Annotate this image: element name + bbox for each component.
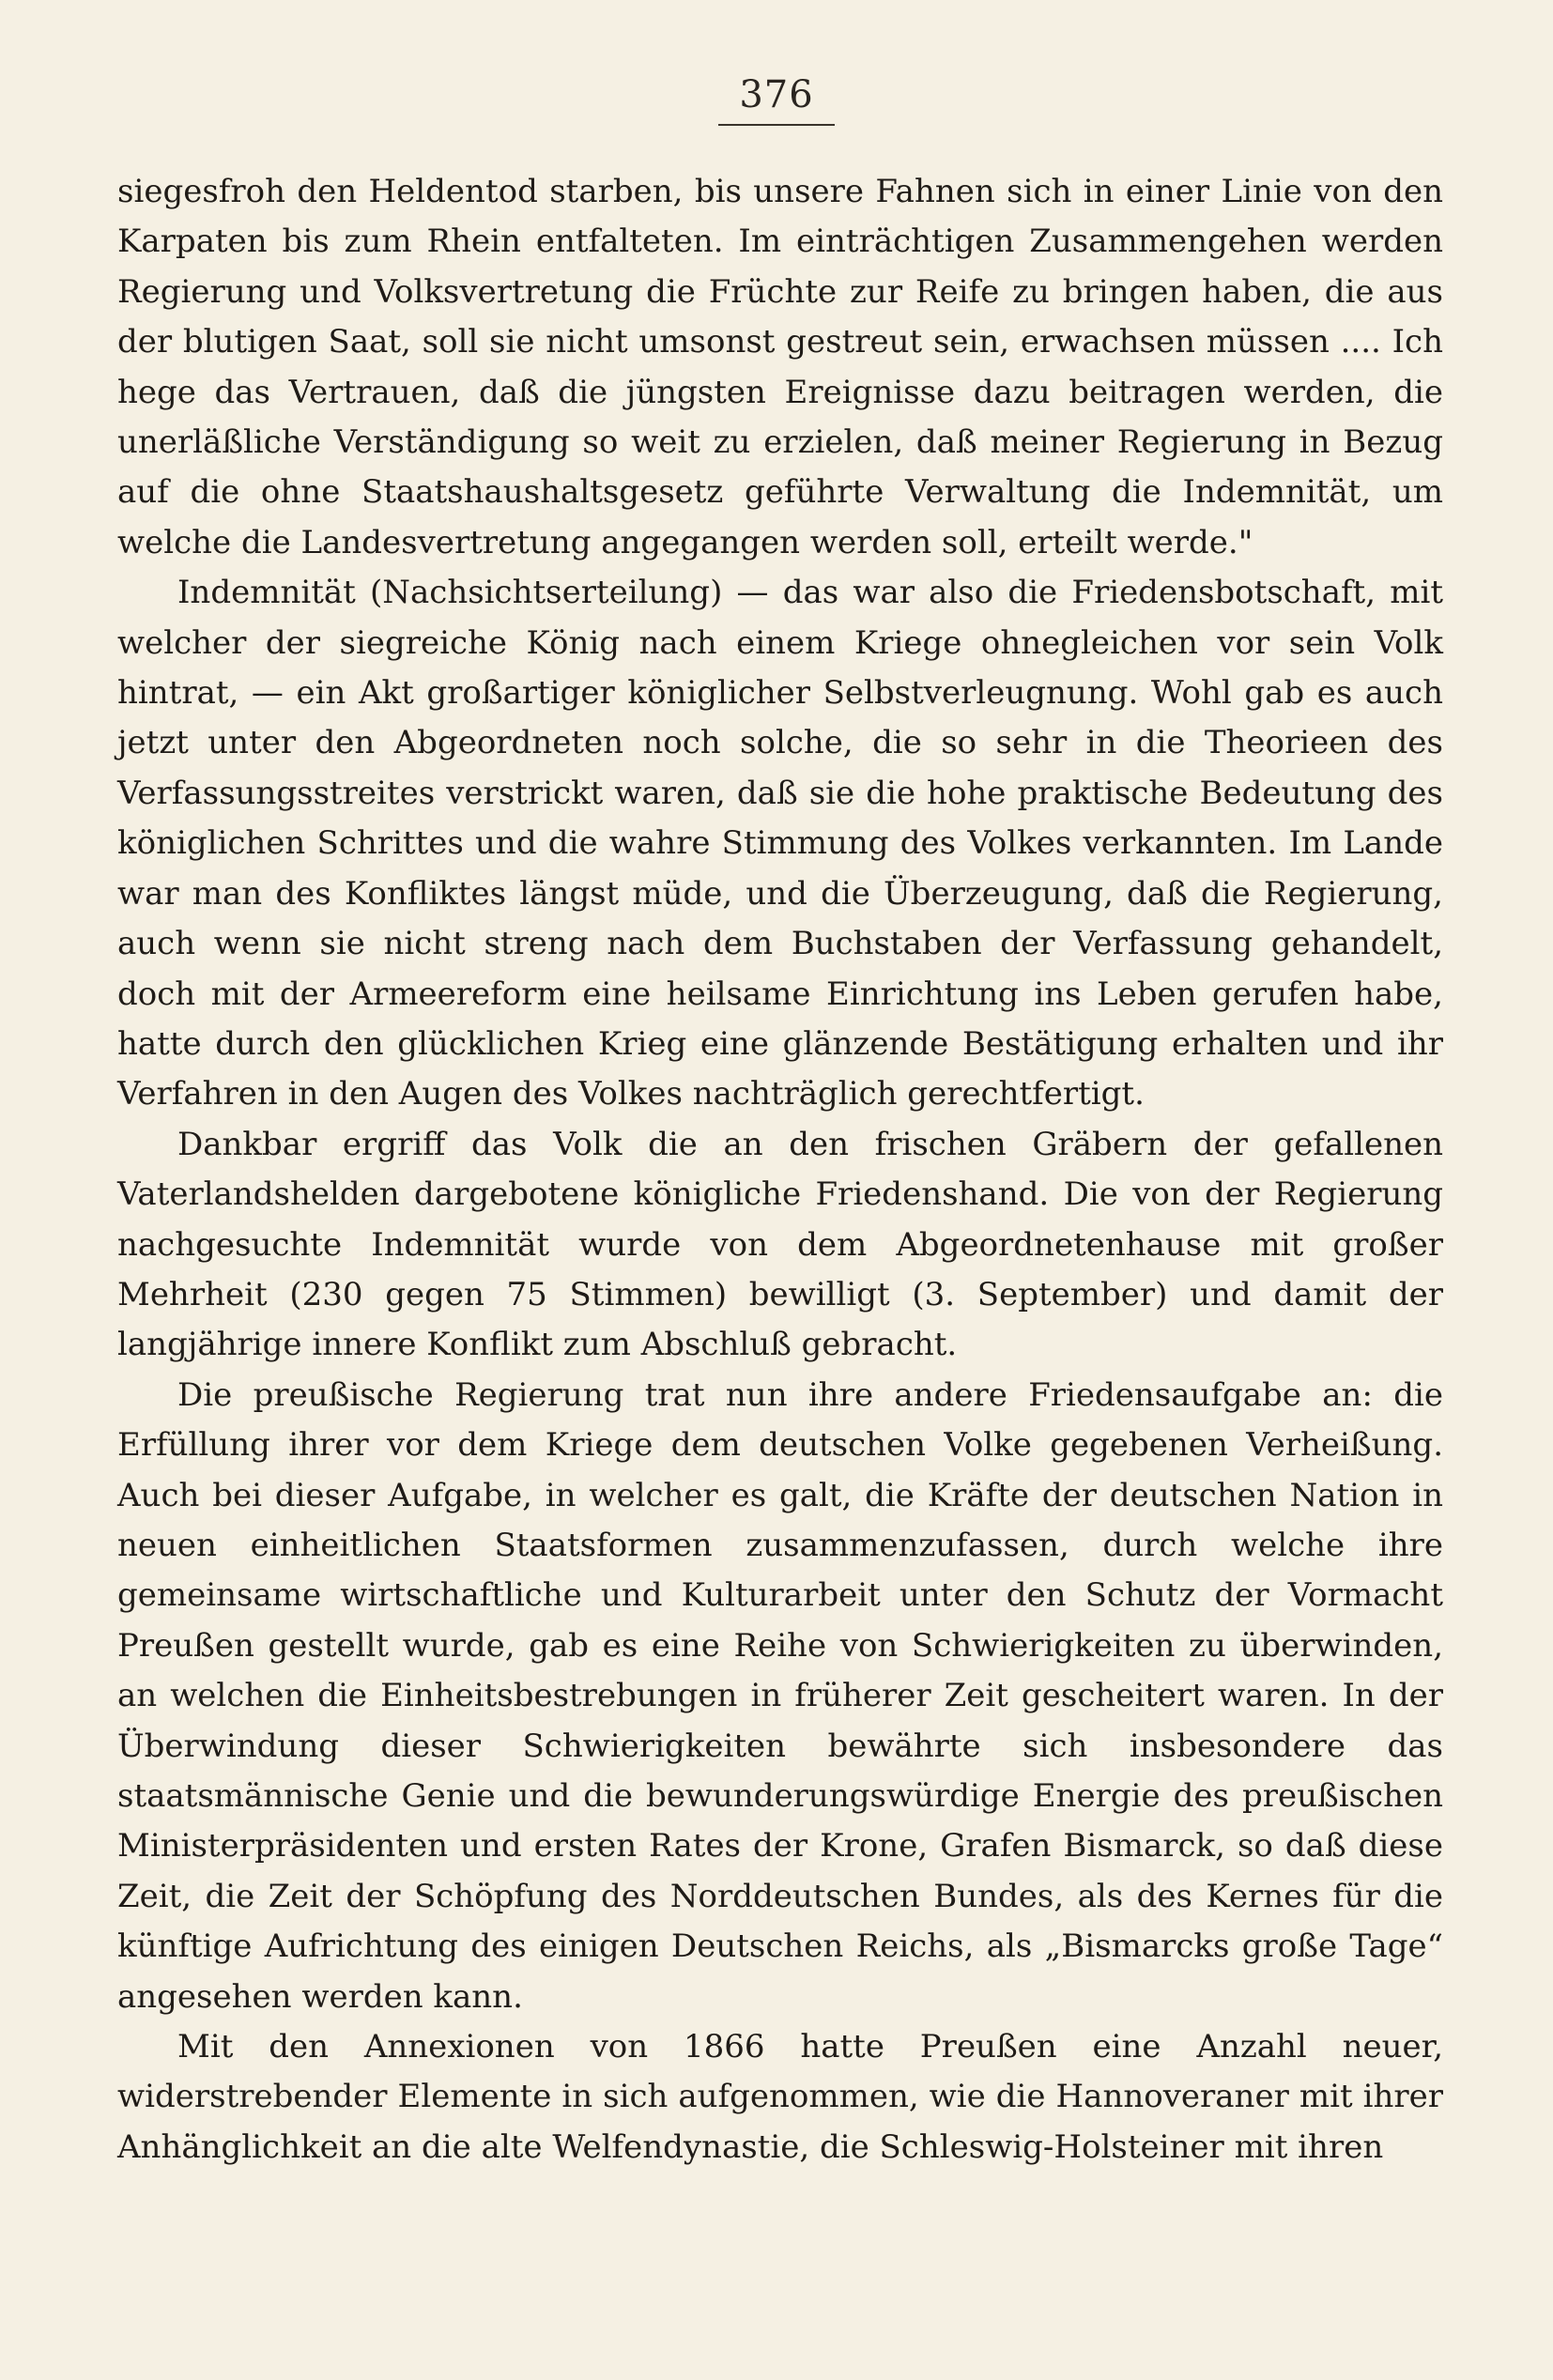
body-text xyxy=(117,167,1443,2173)
paragraph-5: Mit den Annexionen von 1866 hatte Preußen eine Anzahl neuer, widerstrebender Elemente in sich aufgenommen, wie die Hannoveraner mit ihrer Anhänglichkeit an die alte Welfendynastie, die Schleswig-Holsteiner mit ihren xyxy=(117,2028,1443,2166)
paragraph-4: Die preußische Regierung trat nun ihre andere Friedensaufgabe an: die Erfüllung ihrer vor dem Kriege dem deutschen Volke gegebenen Verheißung. Auch bei dieser Aufgabe, in welcher es galt, die Kräfte der deutschen Nation in neuen einheitlichen Staatsformen zusammenzufassen, durch welche ihre gemeinsame wirtschaftliche und Kulturarbeit unter den Schutz der Vormacht Preußen gestellt wurde, gab es eine Reihe von Schwierigkeiten zu überwinden, an welchen die Einheitsbestrebungen in früherer Zeit gescheitert waren. In der Überwindung dieser Schwierigkeiten bewährte sich insbesondere das staatsmännische Genie und die bewunderungswürdige Energie des preußischen Ministerpräsidenten und ersten Rates der Krone, Grafen Bismarck, so daß diese Zeit, die Zeit der Schöpfung des Norddeutschen Bundes, als des Kernes für die künftige Aufrichtung des einigen Deutschen Reichs, als „Bismarcks große Tage“ angesehen werden kann. xyxy=(117,1375,1443,2016)
paragraph-1: siegesfroh den Heldentod starben, bis unsere Fahnen sich in einer Linie von den Karpaten bis zum Rhein entfalteten. Im einträchtigen Zusammengehen werden Regierung und Volksvertretung die Früchte zur Reife zu bringen haben, die aus der blutigen Saat, soll sie nicht umsonst gestreut sein, erwachsen müssen .... Ich hege das Vertrauen, daß die jüngsten Ereignisse dazu beitragen werden, die unerläßliche Verständigung so weit zu erzielen, daß meiner Regierung in Bezug auf die ohne Staatshaushaltsgesetz geführte Verwaltung die Indemnität, um welche die Landesvertretung angegangen werden soll, erteilt werde." xyxy=(117,173,1443,561)
paragraph-2: Indemnität (Nachsichtserteilung) — das war also die Friedensbotschaft, mit welcher der siegreiche König nach einem Kriege ohnegleichen vor sein Volk hintrat, — ein Akt großartiger königlicher Selbstverleugnung. Wohl gab es auch jetzt unter den Abgeordneten noch solche, die so sehr in die Theorieen des Verfassungsstreites verstrickt waren, daß sie die hohe praktische Bedeutung des königlichen Schrittes und die wahre Stimmung des Volkes verkannten. Im Lande war man des Konfliktes längst müde, und die Überzeugung, daß die Regierung, auch wenn sie nicht streng nach dem Buchstaben der Verfassung gehandelt, doch mit der Armeereform eine heilsame Einrichtung ins Leben gerufen habe, hatte durch den glücklichen Krieg eine glänzende Bestätigung erhalten und ihr Verfahren in den Augen des Volkes nachträglich gerechtfertigt. xyxy=(117,574,1443,1113)
page-header xyxy=(0,73,1553,126)
paragraph-3: Dankbar ergriff das Volk die an den frischen Gräbern der gefallenen Vaterlandshelden dargebotene königliche Friedenshand. Die von der Regierung nachgesuchte Indemnität wurde von dem Abgeordnetenhause mit großer Mehrheit (230 gegen 75 Stimmen) bewilligt (3. September) und damit der langjährige innere Konflikt zum Abschluß gebracht. xyxy=(117,1125,1443,1364)
page-number: 376 xyxy=(718,73,834,126)
